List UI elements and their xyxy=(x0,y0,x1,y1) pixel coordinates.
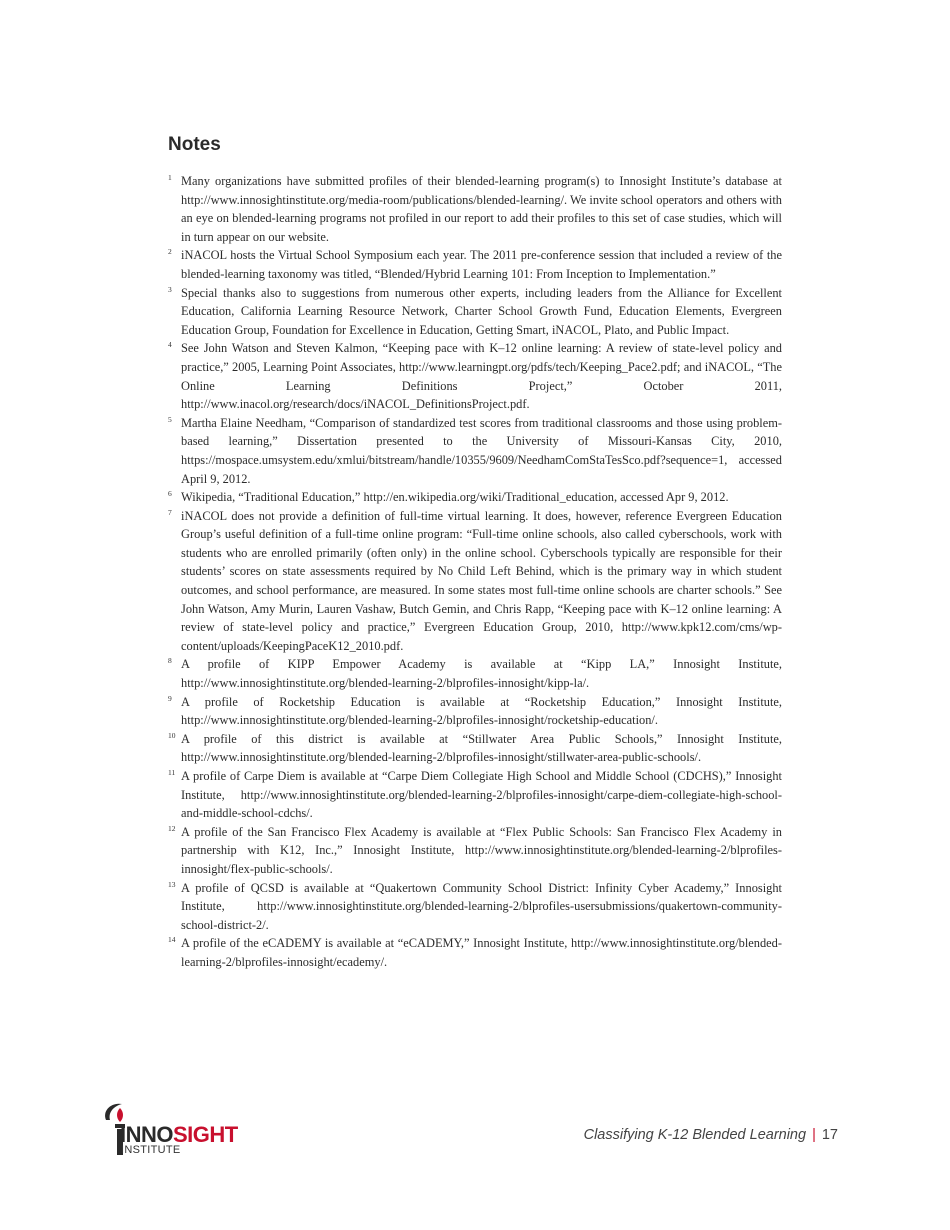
note-text: A profile of this district is available at “Stillwater Area Public Schools,” Innosight Institute, http://www.innosightinstitute.org/blended-learning-2/blprofiles-innosight/stillwater-area-public-schools/. xyxy=(181,731,782,765)
note-11 xyxy=(168,767,782,823)
note-number: 9 xyxy=(168,693,172,703)
note-1 xyxy=(168,172,782,246)
note-number: 5 xyxy=(168,414,172,424)
note-number: 10 xyxy=(168,730,176,740)
note-text: iNACOL hosts the Virtual School Symposium each year. The 2011 pre-conference session that included a review of the blended-learning taxonomy was titled, “Blended/Hybrid Learning 101: From Inception to Implementation.” xyxy=(181,248,782,281)
note-number: 13 xyxy=(168,879,176,889)
page-number: 17 xyxy=(821,1127,838,1143)
logo-subtitle: INSTITUTE xyxy=(121,1144,181,1156)
note-text: A profile of KIPP Empower Academy is available at “Kipp LA,” Innosight Institute, http://www.innosightinstitute.org/blended-learning-2/blprofiles-innosight/kipp-la/. xyxy=(181,657,782,691)
note-text: A profile of Rocketship Education is available at “Rocketship Education,” Innosight Institute, http://www.innosightinstitute.org/blended-learning-2/blprofiles-innosight/rocketship-education/. xyxy=(181,694,782,728)
note-9 xyxy=(168,693,782,730)
note-number: 8 xyxy=(168,656,172,666)
note-text: Special thanks also to suggestions from numerous other experts, including leaders from the Alliance for Excellent Education, California Learning Resource Network, Charter School Growth Fund, Education Elements, Evergreen Education Group, Foundation for Excellence in Education, Getting Smart, iNACOL, Plato, and Public Impact. xyxy=(181,285,782,337)
note-text: Martha Elaine Needham, “Comparison of standardized test scores from traditional classrooms and those using problem-based learning,” Dissertation presented to the University of Missouri-Kansas City, 2010, https://mospace.umsystem.edu/xmlui/bitstream/handle/10355/9609/NeedhamComStaTesSco.pdf?sequence=1, accessed April 9, 2012. xyxy=(181,415,782,486)
note-number: 12 xyxy=(168,823,176,833)
footer-separator: | xyxy=(812,1127,816,1143)
note-number: 6 xyxy=(168,489,172,499)
note-number: 7 xyxy=(168,507,172,517)
note-6 xyxy=(168,488,782,507)
page-title: Notes xyxy=(168,134,221,155)
note-number: 11 xyxy=(168,768,176,777)
note-number: 4 xyxy=(168,340,172,350)
note-number: 14 xyxy=(168,935,176,945)
note-text: See John Watson and Steven Kalmon, “Keeping pace with K–12 online learning: A review of state-level policy and practice,” 2005, Learning Point Associates, http://www.learningpt.org/pdfs/tech/Keeping_Pace2.pdf; and iNACOL, “The Online Learning Definitions Project,” October 2011, http://www.inacol.org/research/docs/iNACOL_DefinitionsProject.pdf. xyxy=(181,341,782,412)
note-3 xyxy=(168,284,782,340)
note-10 xyxy=(168,730,782,767)
note-text: iNACOL does not provide a definition of full-time virtual learning. It does, however, reference Evergreen Education Group’s useful definition of a full-time online program: “Full-time online schools, also called cyberschools, work with students who are enrolled primarily (often only) in the online school. Cyberschools typically are responsible for their students’ scores on state assessments required by No Child Left Behind, which is the primary way in which student outcomes, and school performance, are measured. In some states most full-time online schools are charter schools.” See John Watson, Amy Murin, Lauren Vashaw, Butch Gemin, and Chris Rapp, “Keeping pace with K–12 online learning: A review of state-level policy and practice,” Evergreen Education Group, 2010, http://www.kpk12.com/cms/wp-content/uploads/KeepingPaceK12_2010.pdf. xyxy=(181,508,782,653)
note-5 xyxy=(168,414,782,488)
note-text: Many organizations have submitted profiles of their blended-learning program(s) to Innosight Institute’s database at http://www.innosightinstitute.org/media-room/publications/blended-learning/. We invite school operators and others with an eye on blended-learning programs not profiled in our report to add their profiles to this set of case studies, which will in turn appear on our website. xyxy=(181,174,782,244)
note-text: A profile of the San Francisco Flex Academy is available at “Flex Public Schools: San Francisco Flex Academy in partnership with K12, Inc.,” Innosight Institute, http://www.innosightinstitute.org/blended-learning-2/blprofiles-innosight/flex-public-schools/. xyxy=(181,824,782,876)
note-12 xyxy=(168,823,782,879)
note-text: A profile of Carpe Diem is available at “Carpe Diem Collegiate High School and Middle School (CDCHS),” Innosight Institute, http://www.innosightinstitute.org/blended-learning-2/blprofiles-innosight/carpe-diem-collegiate-high-school-and-middle-school-cdchs/. xyxy=(181,769,782,821)
note-text: A profile of the eCADEMY is available at “eCADEMY,” Innosight Institute, http://www.innosightinstitute.org/blended-learning-2/blprofiles-innosight/ecademy/. xyxy=(181,936,782,969)
note-number: 3 xyxy=(168,284,172,294)
note-8 xyxy=(168,655,782,692)
note-text: A profile of QCSD is available at “Quakertown Community School District: Infinity Cyber Academy,” Innosight Institute, http://www.innosightinstitute.org/blended-learning-2/blprofiles-usersubmissions/quakertown-community-school-district-2/. xyxy=(181,880,782,932)
logo-wordmark: INNOSIGHT xyxy=(120,1122,238,1147)
note-14 xyxy=(168,934,782,971)
note-text: Wikipedia, “Traditional Education,” http://en.wikipedia.org/wiki/Traditional_education, accessed Apr 9, 2012. xyxy=(181,490,729,505)
page-footer xyxy=(584,1127,838,1143)
document-title: Classifying K-12 Blended Learning xyxy=(583,1127,807,1143)
note-number: 1 xyxy=(168,173,172,182)
note-4 xyxy=(168,339,782,413)
note-number: 2 xyxy=(168,247,172,257)
innosight-logo xyxy=(100,1102,250,1162)
note-13 xyxy=(168,879,782,935)
notes-list xyxy=(168,172,782,972)
note-2 xyxy=(168,246,782,283)
note-7 xyxy=(168,507,782,656)
